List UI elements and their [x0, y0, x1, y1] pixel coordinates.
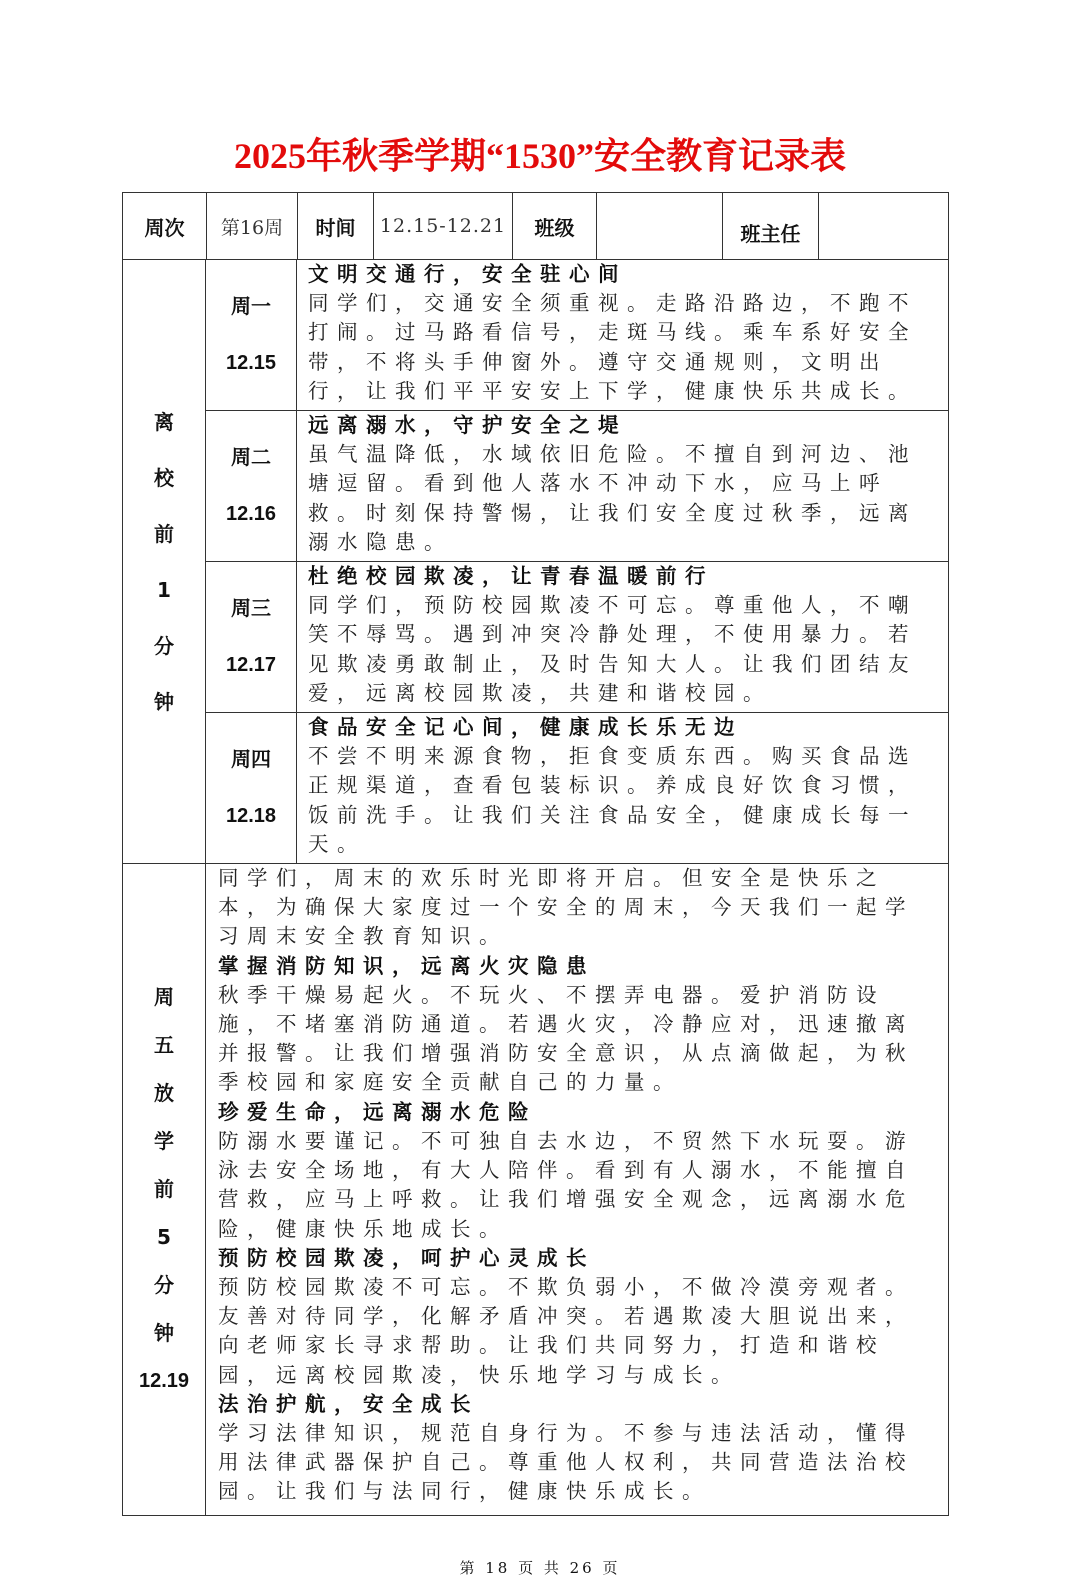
topic-text: 同学们，交通安全须重视。走路沿路边，不跑不打闹。过马路看信号，走斑马线。乘车系好安全带，不将头手伸窗外。遵守交通规则，文明出行，让我们平平安安上下学，健康快乐共成长。 — [308, 291, 917, 403]
section-before-leaving — [123, 260, 948, 864]
document-title: 2025年秋季学期“1530”安全教育记录表 — [233, 136, 846, 176]
time-label: 时间 — [298, 193, 374, 259]
label-char: 前 — [154, 1177, 174, 1202]
day-date: 12.17 — [225, 654, 277, 677]
row-thursday — [206, 713, 948, 863]
header-row — [123, 193, 948, 260]
label-char: 离 — [154, 409, 174, 434]
day-name: 周三 — [231, 598, 271, 621]
topic-text: 同学们，预防校园欺凌不可忘。尊重他人，不嘲笑不辱骂。遇到冲突冷静处理，不使用暴力。若见欺凌勇敢制止，及时告知大人。让我们团结友爱，远离校园欺凌，共建和谐校园。 — [308, 593, 917, 705]
label-char: 校 — [154, 465, 174, 490]
section1-label-cell — [123, 260, 206, 863]
day-monday — [206, 260, 297, 410]
label-char: 1 — [157, 577, 171, 602]
teacher-value[interactable] — [819, 193, 948, 259]
topic-text: 学习法律知识，规范自身行为。不参与违法活动，懂得用法律武器保护自己。尊重他人权利，共同营造法治校园。让我们与法同行，健康快乐成长。 — [218, 1420, 914, 1504]
content-wednesday — [297, 562, 948, 712]
label-char: 钟 — [154, 689, 174, 714]
day-date: 12.15 — [225, 352, 277, 374]
class-value[interactable] — [597, 193, 723, 259]
week-value: 第16周 — [207, 193, 298, 259]
topic-heading: 掌握消防知识，远离火灾隐患 — [218, 953, 595, 978]
topic-heading: 预防校园欺凌，呵护心灵成长 — [218, 1245, 595, 1270]
topic-text: 秋季干燥易起火。不玩火、不摆弄电器。爱护消防设施，不堵塞消防通道。若遇火灾，冷静应对，迅速撤离并报警。让我们增强消防安全意识，从点滴做起，为秋季校园和家庭安全贡献自己的力量。 — [218, 982, 914, 1095]
page-footer: 第 18 页 共 26 页 — [459, 1558, 621, 1577]
section1-label — [154, 409, 174, 715]
friday-label — [139, 984, 189, 1394]
day-date: 12.18 — [225, 805, 277, 828]
topic-heading: 远离溺水，守护安全之堤 — [308, 413, 627, 438]
topic-heading: 法治护航，安全成长 — [218, 1391, 479, 1416]
topic-heading: 食品安全记心间，健康成长乐无边 — [308, 715, 743, 740]
class-label: 班级 — [513, 193, 597, 259]
topic-text: 虽气温降低，水域依旧危险。不擅自到河边、池塘逗留。看到他人落水不冲动下水，应马上呼救。时刻保持警惕，让我们安全度过秋季，远离溺水隐患。 — [308, 442, 917, 554]
friday-label-cell — [123, 864, 206, 1514]
day-name: 周二 — [231, 447, 271, 470]
topic-text: 防溺水要谨记。不可独自去水边，不贸然下水玩耍。游泳去安全场地，有大人陪伴。看到有人溺水，不能擅自营救，应马上呼救。让我们增强安全观念，远离溺水危险，健康快乐地成长。 — [218, 1128, 914, 1241]
day-tuesday — [206, 411, 297, 561]
day-thursday — [206, 713, 297, 863]
row-wednesday — [206, 562, 948, 713]
topic-heading: 文明交通行，安全驻心间 — [308, 262, 627, 286]
time-value: 12.15-12.21 — [374, 193, 513, 259]
section-friday — [123, 864, 948, 1514]
topic-text: 预防校园欺凌不可忘。不欺负弱小，不做冷漠旁观者。友善对待同学，化解矛盾冲突。若遇欺凌大胆说出来，向老师家长寻求帮助。让我们共同努力，打造和谐校园，远离校园欺凌，快乐地学习与成长。 — [218, 1274, 914, 1387]
content-thursday — [297, 713, 948, 863]
label-char: 学 — [154, 1129, 174, 1154]
page-body — [0, 192, 1080, 1578]
week-label: 周次 — [123, 193, 207, 259]
content-friday — [206, 864, 948, 1514]
row-monday — [206, 260, 948, 411]
record-table — [122, 192, 949, 1516]
day-name: 周一 — [231, 296, 271, 318]
day-wednesday — [206, 562, 297, 712]
day-rows — [206, 260, 948, 863]
label-char: 钟 — [154, 1321, 174, 1346]
topic-text: 不尝不明来源食物，拒食变质东西。购买食品选正规渠道，查看包装标识。养成良好饮食习惯，饭前洗手。让我们关注食品安全，健康成长每一天。 — [308, 744, 917, 856]
day-date: 12.16 — [225, 503, 277, 526]
label-char: 放 — [154, 1081, 174, 1106]
label-char: 分 — [154, 1273, 174, 1298]
row-tuesday — [206, 411, 948, 562]
label-date: 12.19 — [138, 1370, 190, 1393]
label-char: 5 — [157, 1225, 171, 1250]
label-char: 前 — [154, 521, 174, 546]
label-char: 五 — [154, 1033, 174, 1058]
label-char: 分 — [154, 633, 174, 658]
intro-text: 同学们，周末的欢乐时光即将开启。但安全是快乐之本，为确保大家度过一个安全的周末，今天我们一起学习周末安全教育知识。 — [218, 866, 914, 949]
day-name: 周四 — [231, 749, 271, 772]
topic-heading: 杜绝校园欺凌，让青春温暖前行 — [308, 564, 714, 589]
teacher-label: 班主任 — [723, 193, 819, 259]
content-monday — [297, 260, 948, 410]
label-char: 周 — [154, 985, 174, 1010]
topic-heading: 珍爱生命，远离溺水危险 — [218, 1099, 537, 1124]
content-tuesday — [297, 411, 948, 561]
